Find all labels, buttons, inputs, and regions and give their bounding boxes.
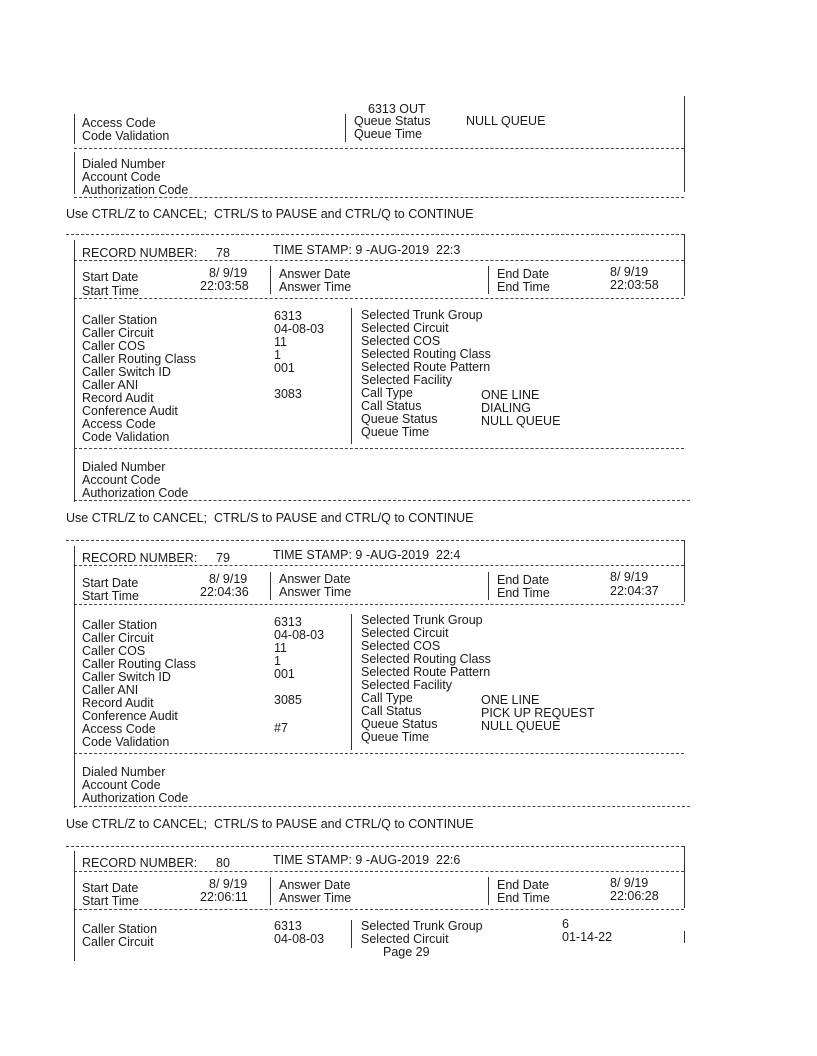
field-label: Caller Station	[82, 618, 158, 632]
field-label: Selected COS	[361, 639, 441, 653]
field-value: NULL QUEUE	[481, 719, 561, 733]
account-code-label: Account Code	[82, 778, 161, 792]
queue-status-label: Queue Status	[354, 114, 431, 128]
answer-date-label: Answer Date	[279, 572, 351, 586]
field-label: Caller ANI	[82, 683, 139, 697]
field-label: Conference Audit	[82, 404, 178, 418]
start-time: 22:04:36	[200, 585, 249, 599]
dialed-number-label: Dialed Number	[82, 765, 166, 779]
end-date-label: End Date	[497, 573, 550, 587]
start-date: 8/ 9/19	[209, 266, 248, 280]
record-number-label: RECORD NUMBER:	[82, 856, 198, 870]
field-label: Conference Audit	[82, 709, 178, 723]
field-value: 6	[562, 917, 569, 931]
field-label: Selected Routing Class	[361, 347, 491, 361]
field-label: Selected Route Pattern	[361, 665, 491, 679]
field-value: 3085	[274, 693, 302, 707]
field-value: 001	[274, 667, 295, 681]
field-label: Selected Trunk Group	[361, 308, 483, 322]
answer-time-label: Answer Time	[279, 280, 352, 294]
record-number: 78	[216, 246, 230, 260]
timestamp: TIME STAMP: 9 -AUG-2019 22:4	[273, 548, 461, 562]
field-label: Selected Route Pattern	[361, 360, 491, 374]
start-time-label: Start Time	[82, 589, 139, 603]
field-label: Caller Station	[82, 922, 158, 936]
queue-time-label: Queue Time	[354, 127, 423, 141]
access-code-label: Access Code	[82, 116, 156, 130]
field-value: 04-08-03	[274, 628, 325, 642]
code-validation-label: Code Validation	[82, 129, 170, 143]
field-value: PICK UP REQUEST	[481, 706, 595, 720]
field-label: Selected Circuit	[361, 626, 449, 640]
field-label: Record Audit	[82, 391, 154, 405]
field-label: Caller Routing Class	[82, 352, 196, 366]
start-time: 22:03:58	[200, 279, 249, 293]
field-label: Caller COS	[82, 644, 146, 658]
field-value: 11	[274, 335, 287, 349]
field-value: ONE LINE	[481, 693, 540, 707]
field-label: Access Code	[82, 722, 156, 736]
answer-date-label: Answer Date	[279, 878, 351, 892]
prompt-line-2: Use CTRL/Z to CANCEL; CTRL/S to PAUSE and CTRL/Q to CONTINUE	[66, 511, 474, 525]
account-code-label: Account Code	[82, 170, 161, 184]
field-value: 01-14-22	[562, 930, 613, 944]
field-label: Call Status	[361, 704, 422, 718]
authorization-code-label: Authorization Code	[82, 183, 189, 197]
answer-time-label: Answer Time	[279, 891, 352, 905]
authorization-code-label: Authorization Code	[82, 486, 189, 500]
field-label: Selected Trunk Group	[361, 919, 483, 933]
field-label: Selected Circuit	[361, 321, 449, 335]
answer-date-label: Answer Date	[279, 267, 351, 281]
field-value: 1	[274, 348, 281, 362]
field-label: Code Validation	[82, 735, 170, 749]
record-number-label: RECORD NUMBER:	[82, 246, 198, 260]
start-date-label: Start Date	[82, 881, 139, 895]
dialed-number-label: Dialed Number	[82, 157, 166, 171]
field-label: Selected Routing Class	[361, 652, 491, 666]
field-value: 6313	[274, 919, 302, 933]
authorization-code-label: Authorization Code	[82, 791, 189, 805]
field-label: Caller Routing Class	[82, 657, 196, 671]
timestamp: TIME STAMP: 9 -AUG-2019 22:6	[273, 853, 461, 867]
end-date: 8/ 9/19	[610, 570, 649, 584]
field-label: Caller Switch ID	[82, 670, 171, 684]
field-label: Caller COS	[82, 339, 146, 353]
field-value: #7	[274, 721, 288, 735]
field-label: Caller Switch ID	[82, 365, 171, 379]
end-time: 22:03:58	[610, 278, 659, 292]
prompt-line-1: Use CTRL/Z to CANCEL; CTRL/S to PAUSE and CTRL/Q to CONTINUE	[66, 207, 474, 221]
field-label: Access Code	[82, 417, 156, 431]
start-date-label: Start Date	[82, 576, 139, 590]
field-value: 6313	[274, 615, 302, 629]
field-value: 04-08-03	[274, 322, 325, 336]
field-label: Queue Status	[361, 717, 438, 731]
answer-time-label: Answer Time	[279, 585, 352, 599]
field-value: 04-08-03	[274, 932, 325, 946]
field-value: DIALING	[481, 401, 532, 415]
end-date-label: End Date	[497, 267, 550, 281]
field-label: Selected COS	[361, 334, 441, 348]
field-value: ONE LINE	[481, 388, 540, 402]
timestamp: TIME STAMP: 9 -AUG-2019 22:3	[273, 243, 461, 257]
field-label: Caller Circuit	[82, 631, 154, 645]
start-time-label: Start Time	[82, 284, 139, 298]
start-date-label: Start Date	[82, 270, 139, 284]
start-date: 8/ 9/19	[209, 572, 248, 586]
field-label: Selected Facility	[361, 678, 453, 692]
field-label: Record Audit	[82, 696, 154, 710]
prompt-line-3: Use CTRL/Z to CANCEL; CTRL/S to PAUSE and CTRL/Q to CONTINUE	[66, 817, 474, 831]
start-date: 8/ 9/19	[209, 877, 248, 891]
record-number: 79	[216, 551, 230, 565]
field-label: Call Status	[361, 399, 422, 413]
field-value: 11	[274, 641, 287, 655]
account-code-label: Account Code	[82, 473, 161, 487]
field-value: 3083	[274, 387, 302, 401]
field-label: Queue Time	[361, 730, 430, 744]
end-time-label: End Time	[497, 586, 550, 600]
record-number: 80	[216, 856, 230, 870]
field-label: Caller Circuit	[82, 326, 154, 340]
field-label: Selected Trunk Group	[361, 613, 483, 627]
page-number: Page 29	[383, 945, 430, 959]
field-label: Selected Circuit	[361, 932, 449, 946]
field-value: 1	[274, 654, 281, 668]
header-value: 6313 OUT	[368, 102, 426, 116]
field-label: Selected Facility	[361, 373, 453, 387]
end-date: 8/ 9/19	[610, 265, 649, 279]
field-value: 001	[274, 361, 295, 375]
record-number-label: RECORD NUMBER:	[82, 551, 198, 565]
start-time-label: Start Time	[82, 894, 139, 908]
queue-status-value: NULL QUEUE	[466, 114, 546, 128]
start-time: 22:06:11	[200, 890, 248, 904]
field-label: Code Validation	[82, 430, 170, 444]
dialed-number-label: Dialed Number	[82, 460, 166, 474]
end-time: 22:06:28	[610, 889, 659, 903]
end-time-label: End Time	[497, 891, 550, 905]
field-label: Call Type	[361, 386, 413, 400]
field-label: Caller ANI	[82, 378, 139, 392]
end-date: 8/ 9/19	[610, 876, 649, 890]
field-value: 6313	[274, 309, 302, 323]
field-label: Queue Status	[361, 412, 438, 426]
field-value: NULL QUEUE	[481, 414, 561, 428]
field-label: Caller Station	[82, 313, 158, 327]
end-time-label: End Time	[497, 280, 550, 294]
field-label: Call Type	[361, 691, 413, 705]
field-label: Caller Circuit	[82, 935, 154, 949]
end-date-label: End Date	[497, 878, 550, 892]
end-time: 22:04:37	[610, 584, 659, 598]
field-label: Queue Time	[361, 425, 430, 439]
